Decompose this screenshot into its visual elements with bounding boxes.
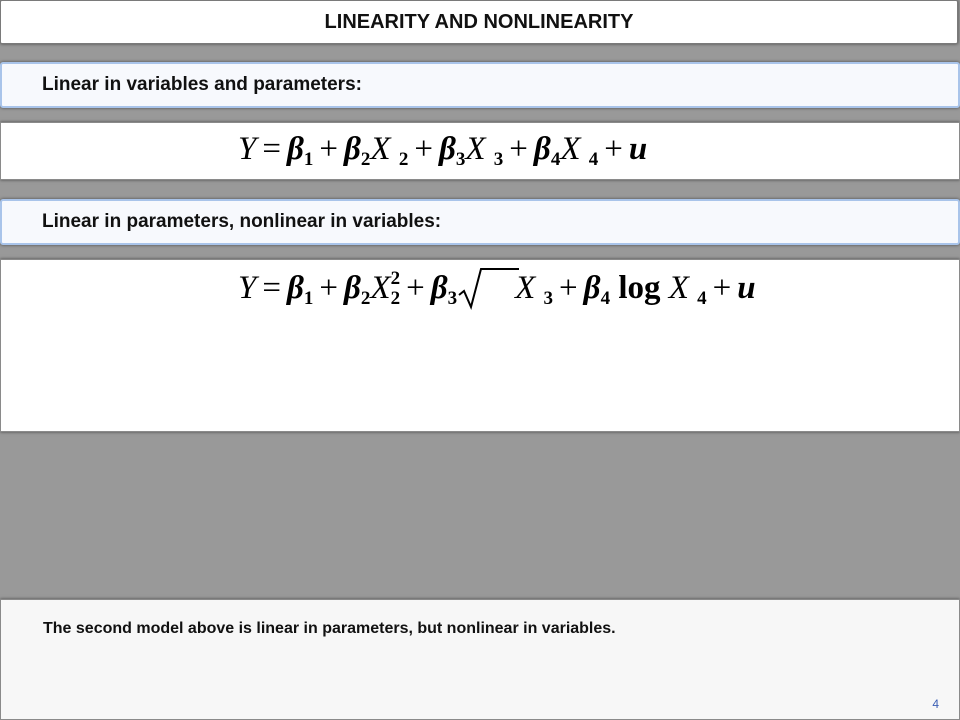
caption-text: The second model above is linear in parameters, but nonlinear in variables. [43, 620, 616, 637]
caption-panel [0, 599, 960, 720]
equation-panel-2 [0, 259, 960, 432]
heading-linear-parameters-nonlinear-variables: Linear in parameters, nonlinear in variables: [0, 199, 960, 245]
equation-linear: $Y = \beta_1 + \beta_2X$ $_2 + \beta_3X$ $_3 + \beta_4X$ $_4$ + u [238, 131, 648, 170]
equation-nonlinear: $Y = \beta_1 + \beta_2X22 + \beta_3$ X $_3 + \beta_4$ log X $_4$ + u [238, 268, 756, 309]
heading-linear-variables-parameters: Linear in variables and parameters: [0, 62, 960, 108]
page-number: 4 [932, 697, 939, 711]
slide-title: LINEARITY AND NONLINEARITY [0, 0, 958, 44]
equation-panel-1 [0, 122, 960, 180]
square-root-sign [457, 273, 515, 307]
